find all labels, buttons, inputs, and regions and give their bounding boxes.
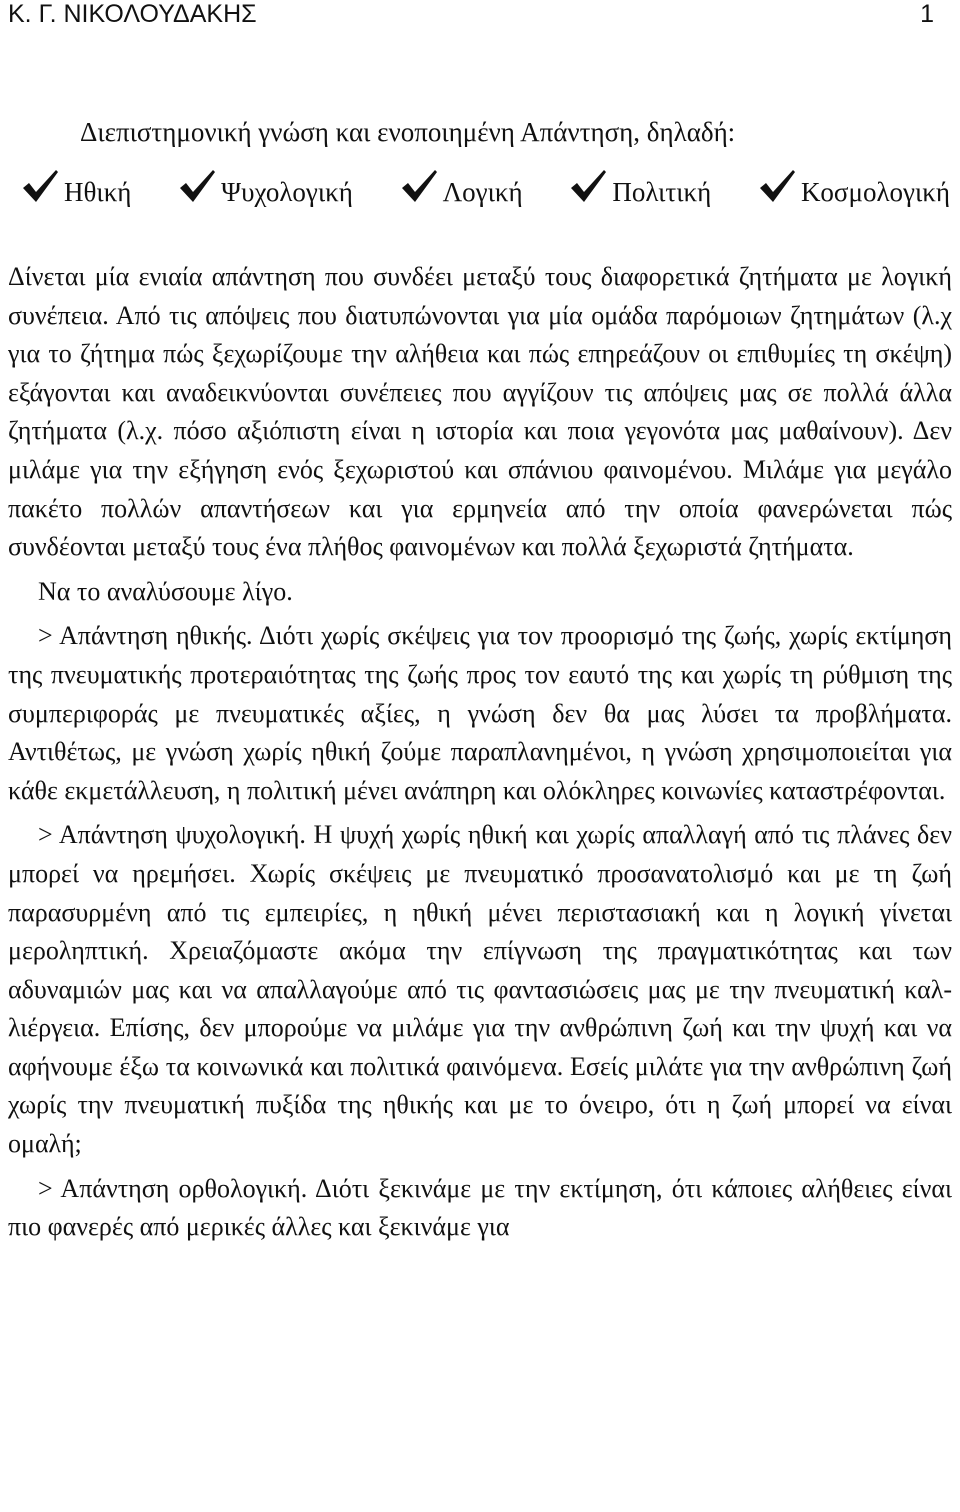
topic-item xyxy=(757,166,950,212)
paragraph-psychology: > Απάντηση ψυχολογική. Η ψυχή χωρίς ηθική και χωρίς απαλλαγή από τις πλάνες δεν μπορεί να ηρεμήσει. Χωρίς σκέψεις με πνευματικό προσανατολισμό και με τη ζωή παρασυρμένη από τις εμπειρίες, η ηθική μένει περιστασιακή και η λογική γίνεται μεροληπτική. Χρειαζόμαστε ακόμα την επίγνωση της πραγματικότητας και των αδυναμιών μας και να απαλλαγούμε από τις φαντασιώσεις μας με την πνευματική καλλιέργεια. Επίσης, δεν μπορούμε να μιλάμε για την ανθρώπινη ζωή και την ψυχή και να αφήνουμε έξω τα κοινωνικά και πολιτικά φαινόμενα. Εσείς μιλάτε για την ανθρώπινη ζωή χωρίς την πνευματική πυξίδα της ηθικής και με το όνειρο, ότι η ζωή μπορεί να είναι ομαλή; xyxy=(8,820,952,1159)
topic-item xyxy=(177,166,353,212)
topic-item xyxy=(399,166,523,212)
paragraph-rational: > Απάντηση ορθολογική. Διότι ξεκινάμε με την εκτίμηση, ότι κάποιες αλήθειες είναι πιο φανερές από μερικές άλλες και ξεκινάμε για xyxy=(8,1173,952,1242)
paragraph-transition: Να το αναλύσουμε λίγο. xyxy=(38,576,293,606)
paragraph-ethics: > Απάντηση ηθικής. Διότι χωρίς σκέψεις για τον προορισμό της ζωής, χωρίς εκτίμηση της πνευματικής προτεραιότητας της ζωής προς τον εαυτό της και χωρίς τη ρύθμιση της συμπεριφοράς με πνευματικές αξίες, η γνώση δεν θα μας λύσει τα προβλήματα. Αντιθέτως, με γνώση χωρίς ηθική ζούμε παραπλανημένοι, η γνώση χρησιμοποιείται για κάθε εκμετάλλευση, η πολιτική μένει ανάπηρη και ολόκληρες κοινωνίες καταστρέφονται. xyxy=(8,621,952,805)
checkmark-icon xyxy=(399,166,439,206)
lead-sentence: Διεπιστημονική γνώση και ενοποιημένη Απάντηση, δηλαδή: xyxy=(80,117,736,147)
page-header xyxy=(0,0,960,28)
topic-item xyxy=(20,166,131,212)
checkmark-icon xyxy=(568,166,608,206)
checkmark-icon xyxy=(757,166,797,206)
topic-label: Ψυχολογική xyxy=(221,177,353,207)
topic-label: Κοσμολογική xyxy=(800,177,950,207)
checkmark-icon xyxy=(20,166,60,206)
topic-label: Λογική xyxy=(442,177,523,207)
checkmark-icon xyxy=(177,166,217,206)
paragraph-intro: Δίνεται μία ενιαία απάντηση που συνδέει μεταξύ τους διαφορετικά ζητήματα με λογική συνέπεια. Από τις απόψεις που διατυπώνονται για μία ομάδα παρόμοιων ζητημάτων (λ.χ για το ζήτημα πώς ξεχωρίζουμε την αλήθεια και πώς επηρεάζουν οι επιθυμίες τη σκέψη) εξάγονται και αναδεικνύονται συνέπειες που αγγίζουν τις απόψεις μας σε πολλά άλλα ζητήματα (λ.χ. πόσο αξιόπιστη είναι η ιστορία και ποια γεγονότα μας μαθαίνουν). Δεν μιλάμε για την εξήγηση ενός ξεχωριστού και σπάνιου φαινομένου. Μιλάμε για μεγάλο πακέτο πολλών απαντήσεων και για ερμηνεία από την οποία φανερώνεται πώς συνδέονται μεταξύ τους ένα πλήθος φαινομένων και πολλά ξεχωριστά ζητήματα. xyxy=(8,262,952,562)
body-text xyxy=(8,258,952,1247)
topic-item xyxy=(568,166,711,212)
page-number: 1 xyxy=(920,0,934,28)
topic-label: Πολιτική xyxy=(612,177,712,207)
topic-label: Ηθική xyxy=(64,177,132,207)
topic-checklist xyxy=(20,152,950,212)
author-name: Κ. Γ. ΝΙΚΟΛΟΥΔΑΚΗΣ xyxy=(8,0,257,28)
